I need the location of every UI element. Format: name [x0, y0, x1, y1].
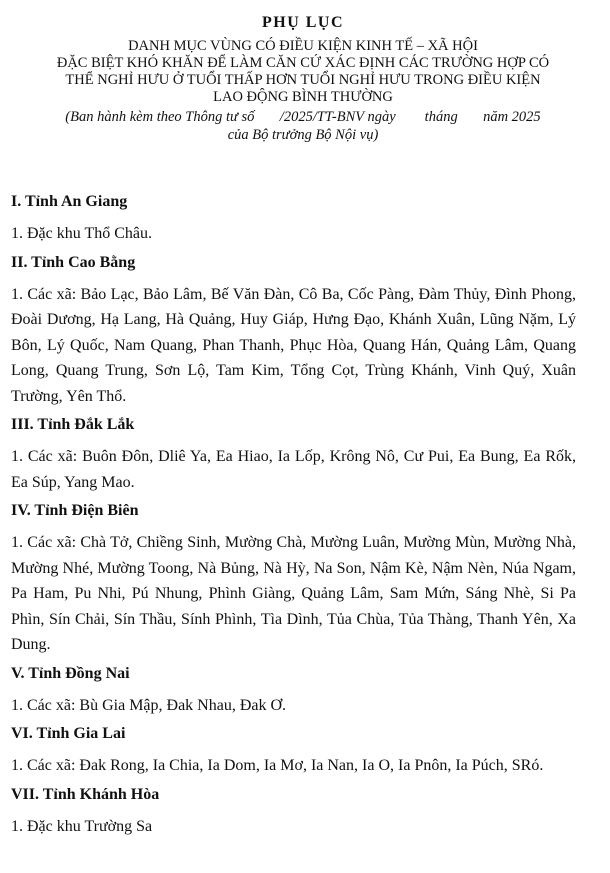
section-heading: V. Tỉnh Đồng Nai: [11, 664, 130, 682]
section-body: 1. Đặc khu Trường Sa: [11, 817, 153, 835]
section-heading: VI. Tỉnh Gia Lai: [11, 725, 126, 742]
section-gia-lai: [11, 724, 576, 779]
issuance-note-line-1: (Ban hành kèm theo Thông tư số /2025/TT-BNV ngày tháng năm 2025: [65, 109, 541, 125]
appendix-subtitle-line-3: THỂ NGHỈ HƯU Ở TUỔI THẤP HƠN TUỔI NGHỈ HƯU TRONG ĐIỀU KIỆN: [65, 72, 541, 88]
document-content: [11, 192, 576, 845]
appendix-subtitle-line-1: DANH MỤC VÙNG CÓ ĐIỀU KIỆN KINH TẾ – XÃ HỘI: [128, 38, 478, 54]
section-body: 1. Các xã: Đak Rong, Ia Chia, Ia Dom, Ia Mơ, Ia Nan, Ia O, Ia Pnôn, Ia Púch, SRó.: [11, 757, 544, 774]
document-header: [36, 0, 570, 144]
section-body: 1. Các xã: Buôn Đôn, Dliê Ya, Ea Hiao, Ia Lốp, Krông Nô, Cư Pui, Ea Bung, Ea Rốk, Ea Súp, Yang Mao.: [11, 448, 576, 491]
appendix-title: PHỤ LỤC: [261, 14, 345, 31]
section-body: 1. Đặc khu Thổ Châu.: [11, 225, 153, 242]
section-khanh-hoa: [11, 785, 576, 840]
section-body: 1. Các xã: Bảo Lạc, Bảo Lâm, Bế Văn Đàn, Cô Ba, Cốc Pàng, Đàm Thủy, Đình Phong, Đoài Dương, Hạ Lang, Hà Quảng, Huy Giáp, Hưng Đạo, Khánh Xuân, Lũng Nặm, Lý Bôn, Lý Quốc, Nam Quang, Phan Thanh, Phục Hòa, Quang Hán, Quảng Lâm, Quang Long, Quang Trung, Sơn Lộ, Tam Kim, Tổng Cọt, Trùng Khánh, Vinh Quý, Xuân Trường, Yên Thổ.: [11, 285, 576, 405]
section-dak-lak: [11, 415, 576, 495]
appendix-subtitle-line-4: LAO ĐỘNG BÌNH THƯỜNG: [213, 89, 393, 105]
section-body: 1. Các xã: Chà Tở, Chiềng Sinh, Mường Chà, Mường Luân, Mường Mùn, Mường Nhà, Mường Nhé, Mường Toong, Nà Bủng, Nà Hỳ, Na Son, Nậm Kè, Nậm Nèn, Núa Ngam, Pa Ham, Pu Nhi, Pú Nhung, Phình Giàng, Quảng Lâm, Sam Mứn, Sáng Nhè, Si Pa Phìn, Sín Chải, Sín Thầu, Sính Phình, Tìa Dình, Tủa Chùa, Tủa Thàng, Thanh Yên, Xa Dung.: [11, 534, 576, 653]
section-heading: III. Tỉnh Đắk Lắk: [11, 416, 135, 433]
section-heading: VII. Tỉnh Khánh Hòa: [11, 785, 160, 803]
section-body: 1. Các xã: Bù Gia Mập, Đak Nhau, Đak Ơ.: [11, 696, 287, 714]
section-dien-bien: [11, 501, 576, 658]
section-dong-nai: [11, 664, 576, 719]
appendix-subtitle-line-2: ĐẶC BIỆT KHÓ KHĂN ĐỂ LÀM CĂN CỨ XÁC ĐỊNH CÁC TRƯỜNG HỢP CÓ: [56, 55, 550, 71]
section-an-giang: [11, 192, 576, 247]
section-heading: I. Tỉnh An Giang: [11, 193, 128, 210]
section-cao-bang: [11, 253, 576, 410]
section-heading: IV. Tỉnh Điện Biên: [11, 502, 139, 519]
section-heading: II. Tỉnh Cao Bằng: [11, 253, 136, 271]
issuance-note-line-2: của Bộ trưởng Bộ Nội vụ): [227, 127, 379, 143]
